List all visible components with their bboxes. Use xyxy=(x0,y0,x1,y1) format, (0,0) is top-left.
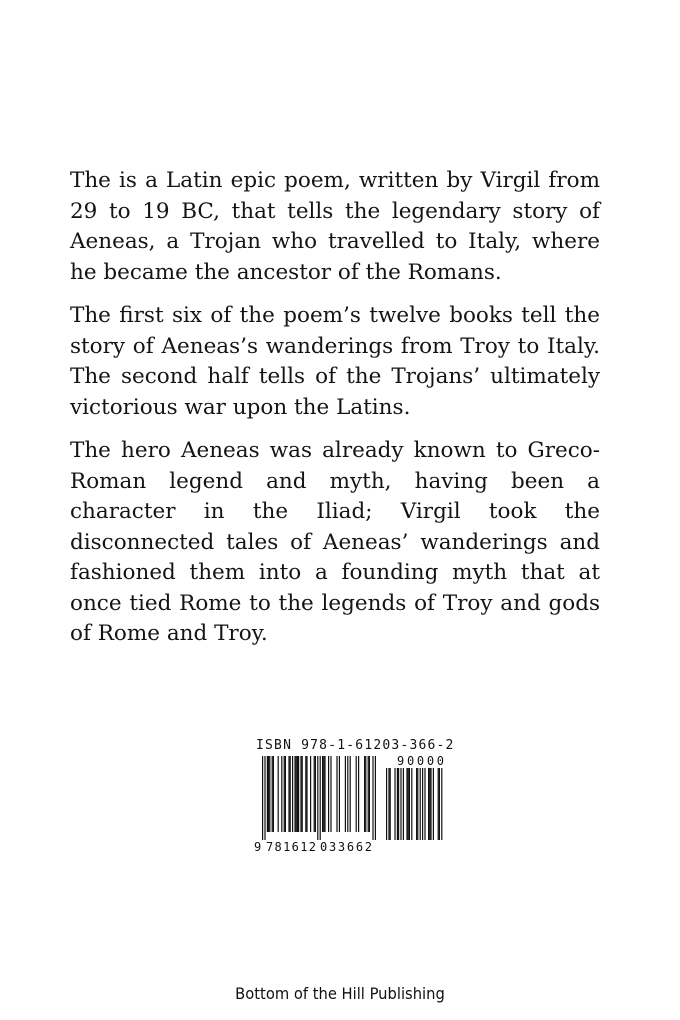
barcode-bar xyxy=(272,756,273,832)
addon-bar xyxy=(441,768,442,840)
barcode-image xyxy=(254,756,450,856)
barcode-bar xyxy=(278,756,279,832)
barcode-bar xyxy=(273,756,274,832)
addon-bar xyxy=(406,768,407,840)
barcode-digits-right: 033662 xyxy=(320,840,372,854)
barcode-bar xyxy=(369,756,370,832)
barcode-bar xyxy=(262,756,263,840)
blurb-paragraph: The is a Latin epic poem, written by Virgil from 29 to 19 BC, that tells the legendary story of Aeneas, a Trojan who travelled to Italy, where he became the ancestor of the Romans. xyxy=(70,168,600,285)
barcode-bar xyxy=(336,756,337,832)
barcode-bar xyxy=(372,756,373,840)
barcode-bar xyxy=(310,756,311,832)
barcode-bar xyxy=(294,756,295,832)
addon-bar xyxy=(422,768,423,840)
blurb-paragraph: The first six of the poem’s twelve books tell the story of Aeneas’s wanderings from Troy to Italy. The second half tells of the Trojans’ ultimately victorious war upon the Latins. xyxy=(70,303,600,420)
addon-bar xyxy=(420,768,421,840)
barcode-leading-digit: 9 xyxy=(254,840,262,854)
ean13-bars xyxy=(262,756,376,840)
barcode-bar xyxy=(345,756,346,832)
barcode-bar xyxy=(285,756,286,832)
addon-bar xyxy=(433,768,434,840)
addon-bar xyxy=(403,768,404,840)
barcode-bar xyxy=(296,756,297,832)
addon-bar xyxy=(428,768,429,840)
barcode-bar xyxy=(290,756,291,832)
barcode-bar xyxy=(302,756,303,832)
addon-bar xyxy=(409,768,410,840)
blurb-paragraph: The hero Aeneas was already known to Greco-Roman legend and myth, having been a character in the Iliad; Virgil took the disconnected tales of Aeneas’ wanderings and fashioned them into a founding myth that at once tied Rome to the legends of Troy and gods of Rome and Troy. xyxy=(70,438,600,646)
addon-bar xyxy=(411,768,412,840)
addon-bar xyxy=(388,768,389,840)
barcode-bar xyxy=(297,756,298,832)
barcode-bar xyxy=(298,756,299,832)
barcode-bar xyxy=(315,756,316,832)
barcode-bar xyxy=(306,756,307,832)
barcode-bar xyxy=(356,756,357,832)
addon-bar xyxy=(429,768,430,840)
barcode-bar xyxy=(328,756,329,832)
addon-bar xyxy=(386,768,387,840)
barcode-addon-digits: 90000 xyxy=(397,756,444,768)
barcode-bar xyxy=(284,756,285,832)
addon-bar xyxy=(400,768,401,840)
barcode-bar xyxy=(288,756,289,832)
addon-bar xyxy=(398,768,399,840)
addon-bar xyxy=(416,768,417,840)
barcode-bar xyxy=(368,756,369,832)
isbn-barcode xyxy=(254,738,455,856)
barcode-bar xyxy=(364,756,365,832)
isbn-label: ISBN 978-1-61203-366-2 xyxy=(256,738,455,753)
barcode-bar xyxy=(339,756,340,832)
barcode-bar xyxy=(323,756,324,832)
barcode-bar xyxy=(267,756,268,832)
barcode-bar xyxy=(330,756,331,832)
addon-bar xyxy=(417,768,418,840)
barcode-bar xyxy=(317,756,318,840)
addon-bar xyxy=(438,768,439,840)
addon-bar xyxy=(430,768,431,840)
barcode-bar xyxy=(268,756,269,832)
publisher-name: Bottom of the Hill Publishing xyxy=(235,984,445,1003)
barcode-bar xyxy=(347,756,348,832)
addon-bar xyxy=(394,768,395,840)
barcode-digits-left: 781612 xyxy=(266,840,316,854)
barcode-bar xyxy=(365,756,366,832)
barcode-bar xyxy=(320,756,321,840)
barcode-bar xyxy=(324,756,325,832)
barcode-bar xyxy=(305,756,306,832)
addon-bar xyxy=(424,768,425,840)
barcode-bar xyxy=(281,756,282,832)
barcode-bar xyxy=(350,756,351,832)
addon-bar xyxy=(439,768,440,840)
barcode-bar xyxy=(375,756,376,840)
barcode-bar xyxy=(269,756,270,832)
addon-bar xyxy=(408,768,409,840)
barcode-bar xyxy=(322,756,323,832)
barcode-bar xyxy=(300,756,301,832)
addon-bar xyxy=(390,768,391,840)
addon-bars xyxy=(386,768,442,840)
barcode-bar xyxy=(314,756,315,832)
barcode-bar xyxy=(292,756,293,832)
cover-blurb xyxy=(70,166,600,663)
addon-bar xyxy=(397,768,398,840)
barcode-bar xyxy=(358,756,359,832)
barcode-bar xyxy=(264,756,265,840)
